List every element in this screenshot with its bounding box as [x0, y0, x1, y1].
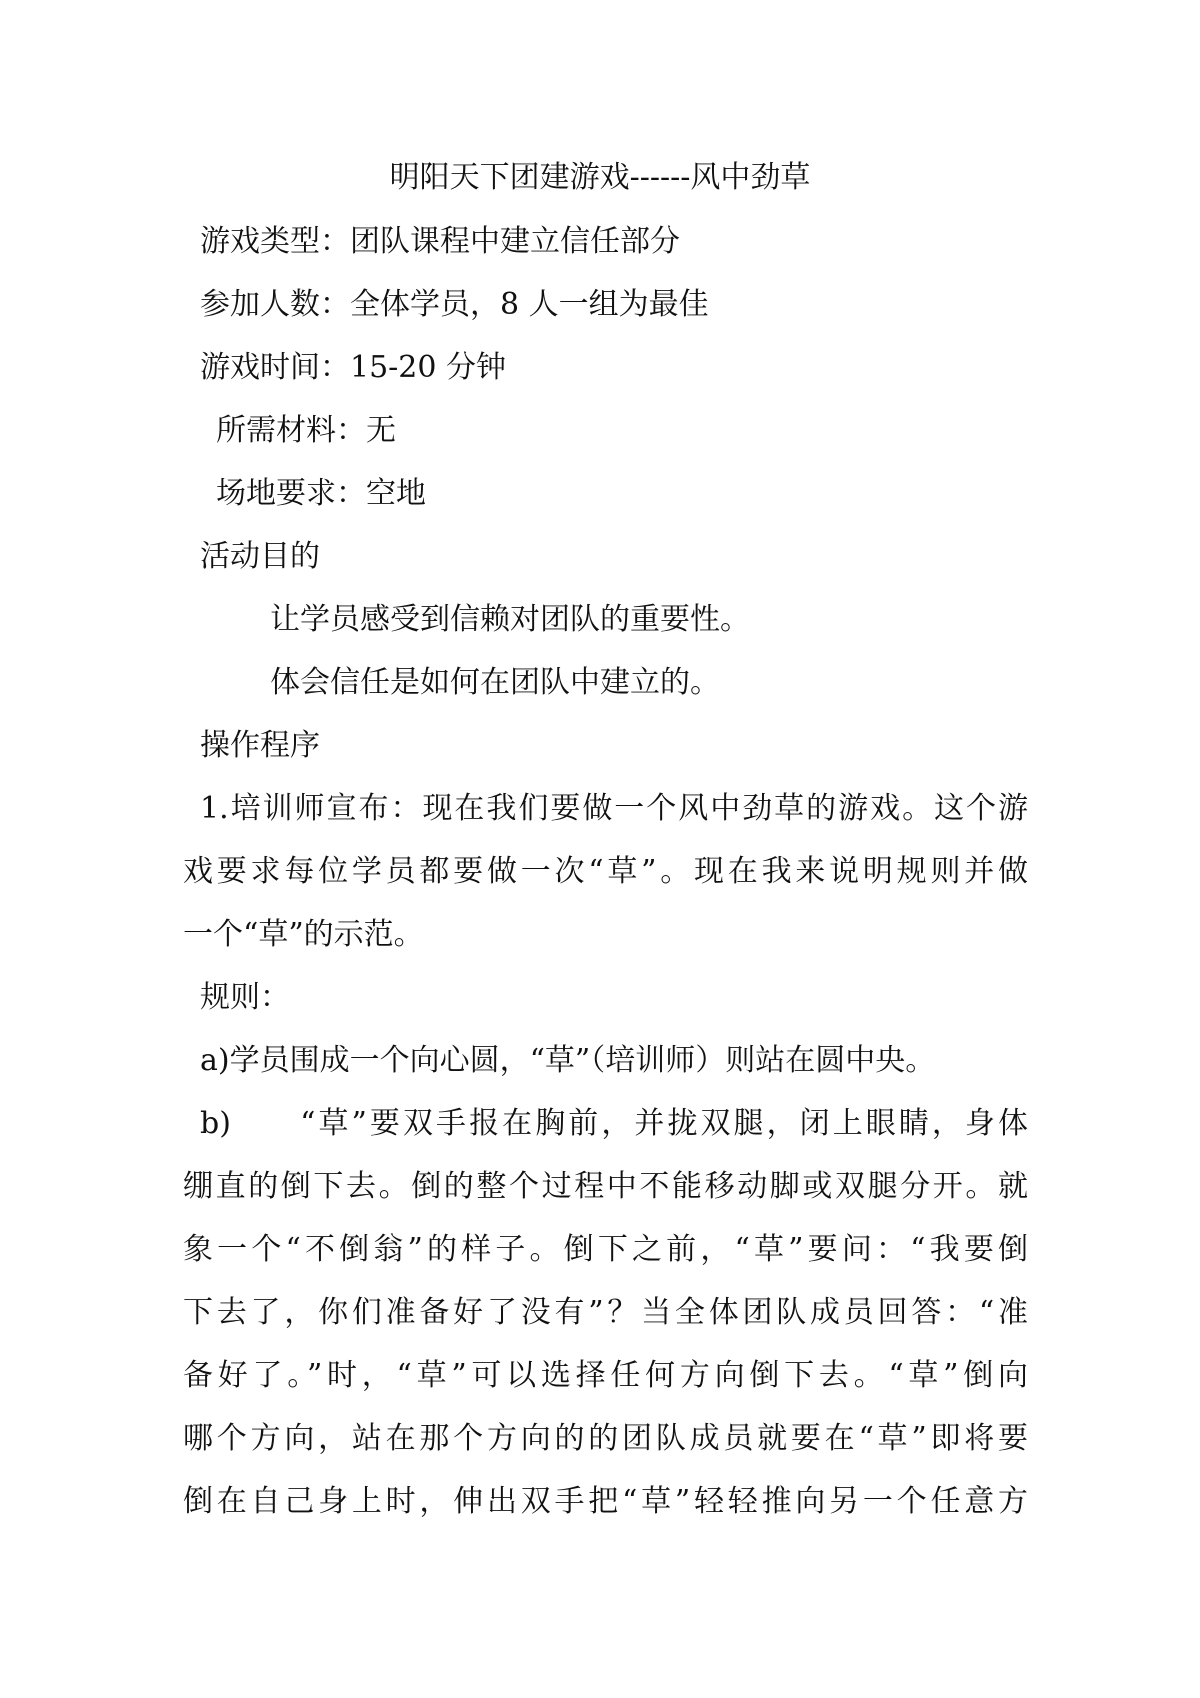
rule-b-line: 绷直的倒下去。倒的整个过程中不能移动脚或双腿分开。就 — [183, 1169, 1028, 1204]
rule-b-line: 象一个“不倒翁”的样子。倒下之前，“草”要问：“我要倒 — [183, 1232, 1028, 1267]
step1-line: 戏要求每位学员都要做一次“草”。现在我来说明规则并做 — [183, 854, 1028, 889]
rule-b-line: 哪个方向，站在那个方向的的团队成员就要在“草”即将要 — [183, 1421, 1028, 1456]
step1-line: 1.培训师宣布：现在我们要做一个风中劲草的游戏。这个游 — [200, 791, 1028, 826]
game-type-field: 游戏类型：团队课程中建立信任部分 — [200, 224, 680, 259]
document-title: 明阳天下团建游戏------风中劲草 — [389, 160, 811, 195]
rule-b-line: b) “草”要双手报在胸前，并拢双腿，闭上眼睛，身体 — [200, 1106, 1028, 1141]
procedure-heading: 操作程序 — [200, 728, 320, 763]
materials-field: 所需材料：无 — [216, 413, 396, 448]
objective-heading: 活动目的 — [200, 539, 320, 574]
objective-item: 体会信任是如何在团队中建立的。 — [270, 665, 720, 700]
rule-a: a)学员围成一个向心圆，“草”（培训师）则站在圆中央。 — [200, 1043, 936, 1078]
rules-heading: 规则： — [200, 980, 290, 1015]
participants-field: 参加人数：全体学员，8 人一组为最佳 — [200, 287, 709, 322]
objective-item: 让学员感受到信赖对团队的重要性。 — [270, 602, 750, 637]
step1-line: 一个“草”的示范。 — [183, 917, 424, 952]
rule-b-line: 倒在自己身上时，伸出双手把“草”轻轻推向另一个任意方 — [183, 1484, 1028, 1519]
duration-field: 游戏时间：15-20 分钟 — [200, 350, 507, 385]
rule-b-line: 下去了，你们准备好了没有”？当全体团队成员回答：“准 — [183, 1295, 1028, 1330]
venue-field: 场地要求：空地 — [216, 476, 426, 511]
rule-b-line: 备好了。”时，“草”可以选择任何方向倒下去。“草”倒向 — [183, 1358, 1028, 1393]
